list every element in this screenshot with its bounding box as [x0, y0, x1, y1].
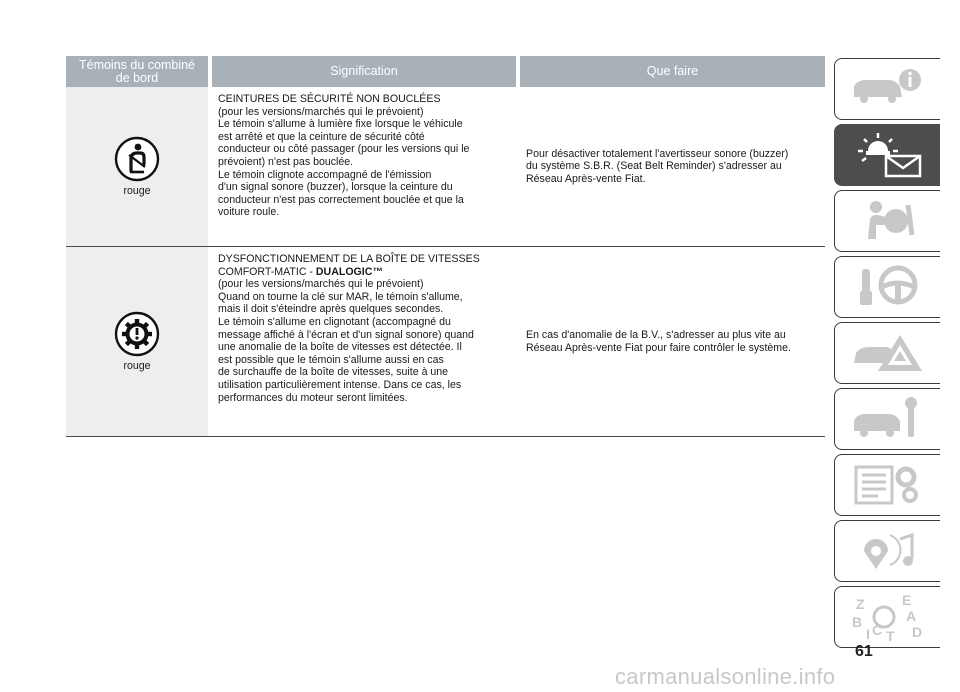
tab-index[interactable] — [834, 586, 940, 648]
page-number: 61 — [855, 643, 873, 660]
svg-text:C: C — [871, 622, 882, 638]
tab-safety[interactable] — [834, 190, 940, 252]
indicator-cell — [66, 247, 208, 436]
meaning-text: CEINTURES DE SÉCURITÉ NON BOUCLÉES (pour les versions/marchés qui le prévoient) Le témoin s'allume à lumière fixe lorsque le véhicule est arrêté et que la ceinture de sécurité côté conducteur ou côté passager (pour les versions qui le prévoient) n'est pas bouclée. Le témoin clignote accompagné de l'émission d'un signal sonore (buzzer), lorsque la ceinture du conducteur n'est pas correctement bouclée et que la voiture roule. — [218, 93, 470, 219]
car-service-tools-icon — [846, 393, 930, 445]
seat-belt-warning-icon — [114, 136, 160, 182]
action-text: Pour désactiver totalement l'avertisseur sonore (buzzer) du système S.B.R. (Seat Belt Reminder) s'adresser au Réseau Après-vente Fiat. — [526, 147, 789, 185]
color-label: rouge — [123, 360, 151, 372]
color-label: rouge — [123, 185, 151, 197]
gearbox-fault-icon — [114, 311, 160, 357]
table-row — [66, 247, 825, 437]
tab-starting-driving[interactable] — [834, 256, 940, 318]
multimedia-music-icon — [846, 525, 930, 577]
svg-text:B: B — [851, 614, 862, 630]
header-action: Que faire — [520, 56, 825, 87]
svg-text:D: D — [911, 624, 922, 640]
indicator-cell — [66, 87, 208, 246]
svg-text:I: I — [865, 626, 870, 642]
meaning-title-bold: DUALOGIC™ — [315, 265, 383, 278]
tab-multimedia[interactable] — [834, 520, 940, 582]
warning-lights-table — [66, 56, 825, 437]
table-row — [66, 87, 825, 247]
svg-text:E: E — [901, 592, 911, 608]
tab-car-info[interactable] — [834, 58, 940, 120]
key-steering-wheel-icon — [846, 261, 930, 313]
meaning-title — [218, 253, 516, 278]
svg-text:Z: Z — [855, 596, 865, 612]
chapter-tabs — [834, 58, 940, 652]
header-indicators-label: Témoins du combiné de bord — [78, 57, 196, 85]
svg-text:T: T — [885, 628, 895, 643]
header-meaning: Signification — [212, 56, 516, 87]
car-warning-triangle-icon — [846, 327, 930, 379]
table-header — [66, 56, 825, 87]
tab-warning-lights[interactable] — [834, 124, 940, 186]
alphabetical-index-icon — [846, 591, 930, 643]
tab-technical-data[interactable] — [834, 454, 940, 516]
action-cell — [516, 247, 825, 436]
header-indicators — [66, 56, 208, 87]
car-info-icon — [846, 63, 930, 115]
tab-emergency[interactable] — [834, 322, 940, 384]
watermark: carmanualsonline.info — [615, 664, 836, 689]
tab-maintenance[interactable] — [834, 388, 940, 450]
meaning-cell — [208, 247, 516, 436]
specs-list-gear-icon — [846, 459, 930, 511]
meaning-title-text: DYSFONCTIONNEMENT DE LA BOÎTE DE VITESSES COMFORT-MATIC - — [218, 253, 480, 278]
airbag-safety-icon — [846, 195, 930, 247]
meaning-text: (pour les versions/marchés qui le prévoient) Quand on tourne la clé sur MAR, le témoin s'allume, mais il doit s'éteindre après quelques secondes. Le témoin s'allume en clignotant (accompagné du message affiché à l'écran et d'un signal sonore) quand une anomalie de la boîte de vitesses est détectée. Il est possible que le témoin s'allume aussi en cas de surchauffe de la boîte de vitesses, suite à une utilisation particulièrement intense. Dans ce cas, les performances du moteur seront limitées. — [218, 278, 474, 404]
svg-text:A: A — [905, 608, 916, 624]
meaning-cell — [208, 87, 516, 246]
action-cell — [516, 87, 825, 246]
action-text: En cas d'anomalie de la B.V., s'adresser au plus vite au Réseau Après-vente Fiat pour faire contrôler le système. — [526, 328, 791, 354]
warning-light-message-icon — [846, 129, 930, 181]
